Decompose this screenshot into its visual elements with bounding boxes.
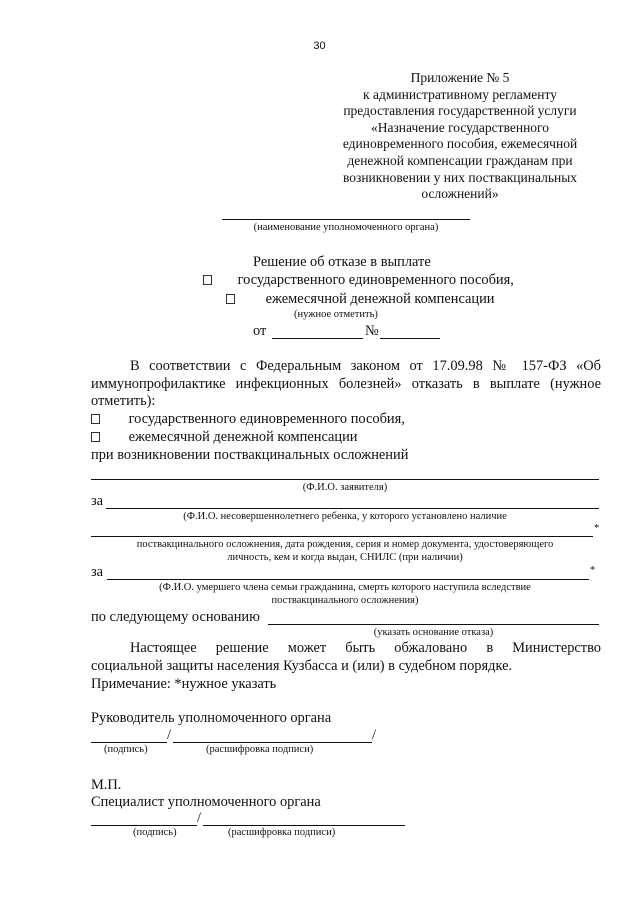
specialist-signature-field[interactable]: [91, 825, 197, 826]
decision-number-sign: №: [365, 323, 379, 339]
child-details-field[interactable]: [91, 536, 593, 537]
deceased-caption-2: поствакцинального осложнения): [271, 595, 419, 606]
body-option-1-label: государственного единовременного пособия,: [128, 411, 405, 427]
child-caption-2: поствакцинального осложнения, дата рождения, серия и номер документа, удостоверяющего: [136, 539, 554, 550]
appendix-header: [310, 70, 610, 203]
appendix-line: «Назначение государственного: [370, 119, 550, 135]
decision-option-1-label: государственного единовременного пособия,: [237, 272, 514, 288]
authority-name-field[interactable]: [222, 219, 470, 220]
deceased-caption-1: (Ф.И.О. умершего члена семьи гражданина, смерть которого наступила вследствие: [159, 582, 531, 593]
reason-label: по следующему основанию: [91, 609, 260, 625]
child-caption-3: личность, кем и когда выдан, СНИЛС (при наличии): [227, 552, 463, 563]
checkbox-body-monthly[interactable]: [91, 432, 100, 442]
reason-field[interactable]: [268, 624, 599, 625]
decision-option-2: [226, 291, 495, 308]
deceased-za-label: за: [91, 564, 104, 580]
appeal-line-1: Настоящее решение может быть обжаловано в Министерство: [130, 640, 601, 656]
authority-caption: (наименование уполномоченного органа): [253, 222, 439, 233]
applicant-field[interactable]: [91, 479, 599, 480]
child-za-label: за: [91, 493, 104, 509]
specialist-title: Специалист уполномоченного органа: [91, 794, 321, 810]
checkbox-lump-sum[interactable]: [203, 275, 212, 285]
head-signature-caption: (подпись): [104, 744, 148, 755]
body-line-4: при возникновении поствакцинальных осложнений: [91, 447, 409, 463]
appendix-title: Приложение № 5: [410, 70, 510, 85]
head-slash-2: /: [372, 727, 376, 743]
child-caption-1: (Ф.И.О. несовершеннолетнего ребенка, у которого установлено наличие: [183, 511, 507, 522]
appendix-line: осложнений»: [421, 186, 499, 202]
appendix-line: единовременного пособия, ежемесячной: [342, 136, 578, 152]
deceased-asterisk: *: [590, 565, 596, 576]
page-number: 30: [313, 40, 326, 52]
decision-number-field[interactable]: [380, 338, 440, 339]
checkbox-body-lump-sum[interactable]: [91, 414, 100, 424]
body-option-2: [91, 429, 358, 446]
head-signature-field[interactable]: [91, 742, 167, 743]
appeal-note: Примечание: *нужное указать: [91, 676, 277, 692]
head-slash-1: /: [167, 727, 171, 743]
decision-date-prefix: от: [253, 323, 267, 339]
head-title: Руководитель уполномоченного органа: [91, 710, 332, 726]
body-option-2-label: ежемесячной денежной компенсации: [128, 429, 358, 445]
specialist-slash: /: [197, 810, 201, 826]
body-line-1: В соответствии с Федеральным законом от 17.09.98 № 157-ФЗ «Об: [130, 358, 601, 374]
head-decode-field[interactable]: [173, 742, 372, 743]
child-asterisk: *: [594, 523, 600, 534]
appendix-line: к административному регламенту: [363, 86, 557, 102]
decision-option-2-label: ежемесячной денежной компенсации: [265, 291, 495, 307]
decision-note: (нужное отметить): [294, 309, 378, 320]
checkbox-monthly[interactable]: [226, 294, 235, 304]
appendix-line: возникновении у них поствакцинальных: [342, 169, 578, 185]
stamp-label: М.П.: [91, 777, 122, 793]
appeal-line-2: социальной защиты населения Кузбасса и (или) в судебном порядке.: [91, 658, 513, 674]
head-decode-caption: (расшифровка подписи): [206, 744, 314, 755]
decision-title: Решение об отказе в выплате: [253, 254, 431, 270]
child-name-field[interactable]: [106, 508, 599, 509]
decision-option-1: [203, 272, 514, 289]
decision-date-field[interactable]: [272, 338, 363, 339]
body-option-1: [91, 411, 405, 428]
appendix-line: предоставления государственной услуги: [343, 103, 577, 119]
specialist-decode-caption: (расшифровка подписи): [228, 827, 336, 838]
appendix-line: денежной компенсации гражданам при: [347, 152, 573, 168]
reason-caption: (указать основание отказа): [373, 627, 494, 638]
specialist-signature-caption: (подпись): [133, 827, 177, 838]
deceased-name-field[interactable]: [107, 579, 589, 580]
applicant-caption: (Ф.И.О. заявителя): [302, 482, 388, 493]
specialist-decode-field[interactable]: [203, 825, 405, 826]
body-line-2: иммунопрофилактике инфекционных болезней» отказать в выплате (нужное: [91, 376, 601, 392]
body-line-3: отметить):: [91, 393, 156, 409]
